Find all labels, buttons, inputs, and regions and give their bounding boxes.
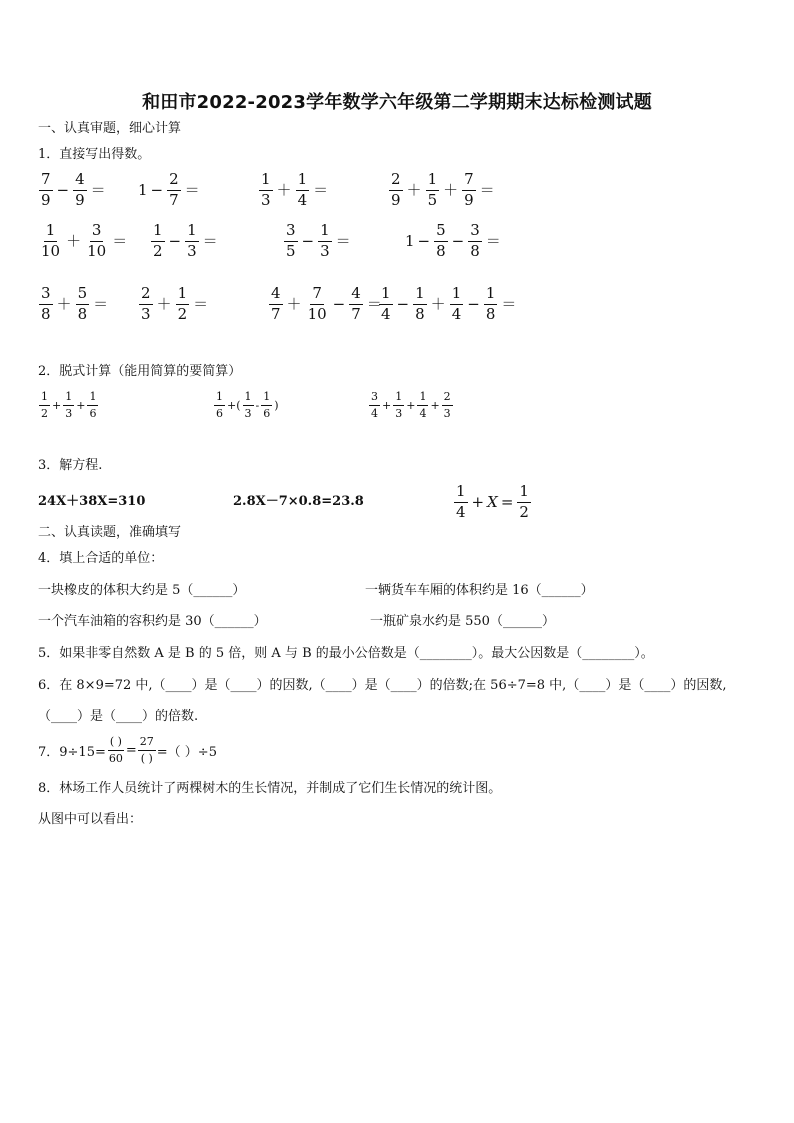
denominator: 8 [415,304,425,323]
denominator: 3 [261,190,271,209]
q7-fraction-1-denominator: 60 [108,751,123,765]
q7-prefix: 7．9÷15= [38,744,106,760]
denominator: 2 [41,406,48,420]
numerator: 4 [73,172,87,191]
fraction [39,172,53,209]
q1-expr [405,223,504,260]
q4-item-b: 一辆货车车厢的体积约是 16（______） [365,583,594,598]
operator: ＝ [366,294,382,313]
fraction [484,286,498,323]
operator: − [396,294,410,313]
q1-expr [138,286,211,323]
numerator: 1 [185,223,199,242]
q3-label: 3．解方程. [38,458,103,473]
numerator: 4 [349,286,363,305]
denominator: 8 [77,304,88,323]
fraction [442,391,453,419]
q1-expr [388,172,498,209]
q1-expr [268,286,385,323]
fraction [389,172,403,209]
operator: ＋ [56,294,72,313]
denominator: 9 [391,190,401,209]
q5-text: 5．如果非零自然数 A 是 B 的 5 倍，则 A 与 B 的最小公倍数是（________）。最大公因数是（________）。 [38,646,654,661]
numerator: 2 [167,172,181,191]
denominator: 5 [286,241,296,260]
fraction [76,286,90,323]
denominator: 6 [89,406,97,420]
denominator: 7 [169,190,179,209]
fraction [426,172,440,209]
fraction [73,172,87,209]
fraction [214,391,225,419]
numerator: 1 [151,223,165,242]
operator: ＝ [93,294,109,313]
numerator: 5 [76,286,90,305]
q1-expr [258,172,331,209]
q4-label: 4．填上合适的单位： [38,551,164,566]
numerator: 1 [393,391,404,406]
denominator: 7 [271,304,281,323]
denominator: 3 [443,406,451,420]
q1-expr [138,172,203,209]
numerator: 1 [259,172,273,191]
fraction [39,286,53,323]
fraction [517,484,531,521]
operator: − [168,231,182,250]
q1-expr [38,286,111,323]
numerator: 1 [296,172,310,191]
q7-fraction-1-numerator: ( ) [108,736,124,751]
denominator: 4 [297,190,308,209]
operator: ＝ [202,231,218,250]
q1-expr [378,286,519,323]
denominator: 9 [464,190,474,209]
denominator: 4 [419,406,427,420]
q7-suffix: =（ ）÷5 [156,744,217,760]
number: 1 [138,180,148,199]
numerator: 1 [261,391,272,406]
denominator: 4 [451,304,462,323]
denominator: 8 [41,304,51,323]
denominator: 10 [87,241,107,260]
fraction [349,286,363,323]
denominator: 5 [427,190,438,209]
operator: − [417,231,431,250]
numerator: 1 [417,391,428,406]
section1-heading: 一、认真审题，细心计算 [38,121,182,136]
q2-label: 2．脱式计算（能用简算的要简算） [38,364,242,379]
operator: ＝ [313,180,329,199]
numerator: 2 [389,172,403,191]
denominator: 9 [41,190,51,209]
fraction [87,391,98,419]
operator: ＝ [479,180,495,199]
q1-label: 1．直接写出得数。 [38,147,151,162]
denominator: 3 [320,241,330,260]
numerator: 1 [63,391,74,406]
denominator: 6 [216,406,223,420]
q6-text-line2: （____）是（____）的倍数. [38,709,199,724]
q7-fraction-2-numerator: 27 [138,736,156,751]
q2-expr [38,391,99,419]
denominator: 4 [456,502,466,521]
operator: ＋ [286,294,302,313]
q7-fraction-2-denominator: ( ) [140,751,153,765]
numerator: 1 [413,286,427,305]
q1-expr [150,223,221,260]
operator: - [255,398,260,412]
numerator: 7 [39,172,53,191]
fraction [139,286,153,323]
numerator: 3 [369,391,380,406]
variable: X [487,492,498,511]
fraction [413,286,427,323]
fraction [151,223,165,260]
numerator: 3 [90,223,104,242]
fraction [450,286,464,323]
numerator: 2 [442,391,453,406]
numerator: 1 [214,391,225,406]
numerator: 7 [462,172,476,191]
numerator: 1 [39,391,50,406]
numerator: 1 [379,286,393,305]
operator: − [150,180,164,199]
denominator: 8 [485,304,496,323]
q3-equation-1: 24X＋38X=310 [38,494,146,509]
denominator: 3 [187,241,197,260]
numerator: 1 [450,286,464,305]
fraction [284,223,298,260]
denominator: 7 [351,304,361,323]
fraction [379,286,393,323]
fraction [243,391,254,419]
q4-item-a: 一块橡皮的体积大约是 5（______） [38,583,246,598]
operator: − [332,294,346,313]
fraction [185,223,199,260]
operator: ＝ [501,294,517,313]
denominator: 3 [395,406,403,420]
numerator: 5 [434,223,448,242]
fraction [462,172,476,209]
operator: + [76,398,86,412]
denominator: 6 [263,406,271,420]
denominator: 3 [141,304,151,323]
q1-expr [38,172,109,209]
q4-item-d: 一瓶矿泉水约是 550（______） [370,614,555,629]
number: 1 [405,231,415,250]
denominator: 4 [371,406,378,420]
denominator: 8 [470,241,480,260]
q3-equation-3 [453,484,532,521]
q2-expr [213,391,280,419]
fraction [417,391,428,419]
operator: ＋ [276,180,292,199]
numerator: 1 [318,223,332,242]
operator: − [451,231,465,250]
numerator: 3 [468,223,482,242]
denominator: 4 [381,304,391,323]
denominator: 2 [153,241,163,260]
operator: +( [227,398,241,412]
operator: ＋ [406,180,422,199]
operator: + [471,492,485,511]
q6-text-line1: 6．在 8×9=72 中,（____）是（____）的因数,（____）是（____）的倍数;在 56÷7=8 中,（____）是（____）的因数, [38,678,727,693]
numerator: 1 [517,484,531,503]
q3-equation-2: 2.8X－7×0.8=23.8 [233,494,364,509]
fraction [269,286,283,323]
fraction [318,223,332,260]
operator: ＋ [430,294,446,313]
numerator: 1 [44,223,58,242]
fraction [63,391,74,419]
operator: + [406,398,416,412]
fraction [39,391,50,419]
operator: − [467,294,480,313]
operator: ＝ [184,180,200,199]
operator: ＋ [66,231,82,250]
operator: + [430,398,440,412]
operator: ＝ [485,231,501,250]
fraction [306,286,329,323]
numerator: 3 [39,286,53,305]
operator: ＝ [193,294,209,313]
fraction [261,391,272,419]
denominator: 3 [244,406,252,420]
operator: − [301,231,315,250]
fraction [296,172,310,209]
operator: = [500,492,514,511]
q2-expr [368,391,454,419]
operator: ＝ [90,180,106,199]
numerator: 7 [310,286,324,305]
fraction [259,172,273,209]
numerator: 3 [284,223,298,242]
numerator: 1 [426,172,440,191]
numerator: 2 [139,286,153,305]
q7-equals: = [125,742,137,758]
numerator: 4 [269,286,283,305]
numerator: 1 [176,286,190,305]
denominator: 2 [519,502,529,521]
numerator: 1 [454,484,468,503]
denominator: 10 [41,241,61,260]
numerator: 1 [87,391,98,406]
fraction [176,286,190,323]
q8-subtext: 从图中可以看出： [38,812,143,827]
q4-item-c: 一个汽车油箱的容积约是 30（______） [38,614,267,629]
fraction [434,223,448,260]
q7-fraction-2 [138,736,156,764]
q7-row [38,736,217,764]
q8-text: 8．林场工作人员统计了两棵树木的生长情况，并制成了它们生长情况的统计图。 [38,781,502,796]
fraction [369,391,380,419]
operator: ＋ [156,294,172,313]
fraction [39,223,62,260]
fraction [85,223,108,260]
section2-heading: 二、认真读题，准确填写 [38,525,182,540]
numerator: 1 [484,286,498,305]
denominator: 2 [177,304,188,323]
numerator: 1 [243,391,254,406]
operator: ＋ [443,180,459,199]
denominator: 8 [436,241,446,260]
operator: + [52,398,62,412]
denominator: 9 [75,190,85,209]
fraction [454,484,468,521]
fraction [468,223,482,260]
q1-expr [38,223,130,260]
fraction [167,172,181,209]
fraction [393,391,404,419]
q1-expr [283,223,354,260]
operator: ) [274,398,279,412]
operator: ＝ [112,231,128,250]
denominator: 3 [65,406,73,420]
denominator: 10 [307,304,327,323]
operator: + [382,398,392,412]
q7-fraction-1 [107,736,125,764]
operator: ＝ [335,231,351,250]
page-title: 和田市2022-2023学年数学六年级第二学期期末达标检测试题 [142,92,652,113]
operator: − [56,180,70,199]
